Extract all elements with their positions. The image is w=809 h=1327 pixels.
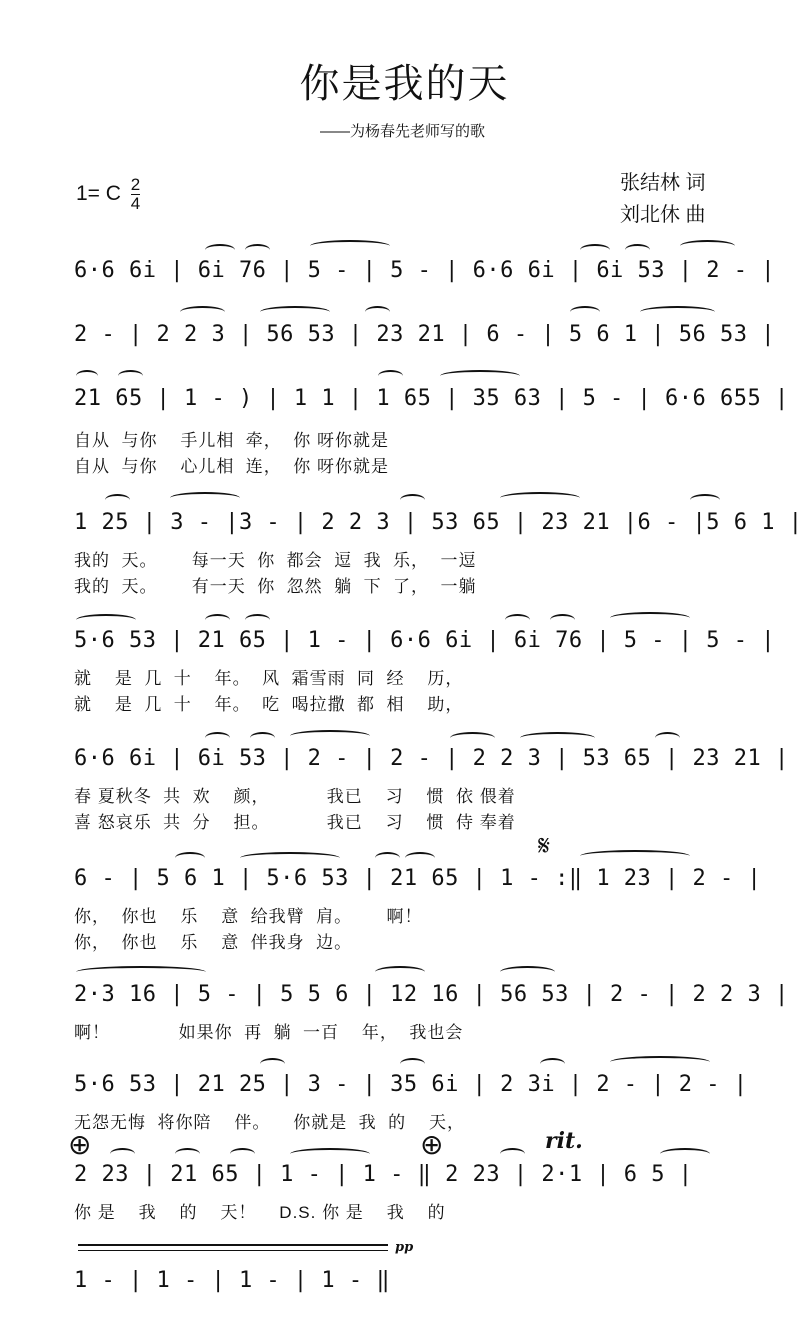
key-label: 1= C (76, 182, 121, 206)
lyrics-row-7-verse-1: 你， 你也 乐 意 给我臂 肩。 啊！ (74, 907, 423, 926)
notation-row-8: 2·3 16 | 5 - | 5 5 6 | 12 16 | 56 53 | 2 - | 2 2 3 | (74, 982, 789, 1007)
key-signature (76, 176, 140, 213)
notation-row-4: 1 25 | 3 - |3 - | 2 2 3 | 53 65 | 23 21 |6 - |5 6 1 | (74, 510, 803, 535)
rit-marking: rit. (545, 1128, 583, 1154)
pp-dynamic: pp (395, 1240, 414, 1255)
lyrics-row-5-verse-1: 就 是 几 十 年。 风 霜雪雨 同 经 历， (74, 669, 464, 688)
segno-icon: 𝄋 (538, 830, 551, 861)
lyrics-row-10: 你 是 我 的 天！ D.S. 你 是 我 的 (74, 1203, 446, 1222)
time-numerator: 2 (130, 175, 141, 194)
lyrics-row-4-verse-1: 我的 天。 每一天 你 都会 逗 我 乐， 一逗 (74, 551, 477, 570)
notation-row-1: 6·6 6i | 6i 76 | 5 - | 5 - | 6·6 6i | 6i 53 | 2 - | (74, 258, 776, 283)
lyrics-row-4-verse-2: 我的 天。 有一天 你 忽然 躺 下 了， 一躺 (74, 577, 477, 596)
lyrics-row-9: 无怨无悔 将你陪 伴。 你就是 我 的 天， (74, 1113, 466, 1132)
coda-icon-second: ⊕ (420, 1129, 444, 1160)
lyrics-row-8: 啊！ 如果你 再 躺 一百 年， 我也会 (74, 1023, 464, 1042)
lyrics-row-5-verse-2: 就 是 几 十 年。 吃 喝拉撒 都 相 助， (74, 695, 464, 714)
decrescendo-hairpin-upper (78, 1244, 388, 1246)
composer-credit: 刘北休 曲 (620, 204, 706, 226)
time-signature (131, 176, 140, 213)
song-title: 你是我的天 (299, 61, 510, 107)
notation-row-3: 21 65 | 1 - ) | 1 1 | 1 65 | 35 63 | 5 - | 6·6 655 | (74, 386, 789, 411)
lyricist-credit: 张结林 词 (620, 172, 706, 194)
notation-row-10: 2 23 | 21 65 | 1 - | 1 - ‖ 2 23 | 2·1 | 6 5 | (74, 1162, 693, 1187)
song-subtitle: ——为杨春先老师写的歌 (320, 123, 486, 140)
coda-icon: ⊕ (68, 1129, 92, 1160)
lyrics-row-6-verse-2: 喜 怒哀乐 共 分 担。 我已 习 惯 侍 奉着 (74, 813, 516, 832)
notation-row-6: 6·6 6i | 6i 53 | 2 - | 2 - | 2 2 3 | 53 65 | 23 21 | (74, 746, 789, 771)
decrescendo-hairpin-lower (78, 1250, 388, 1251)
notation-row-9: 5·6 53 | 21 25 | 3 - | 35 6i | 2 3i | 2 - | 2 - | (74, 1072, 748, 1097)
lyrics-row-7-verse-2: 你， 你也 乐 意 伴我身 边。 (74, 933, 353, 952)
lyrics-row-3-verse-2: 自从 与你 心儿相 连， 你 呀你就是 (74, 457, 389, 476)
time-denominator: 4 (130, 194, 141, 213)
notation-row-11: 1 - | 1 - | 1 - | 1 - ‖ (74, 1268, 391, 1293)
notation-row-2: 2 - | 2 2 3 | 56 53 | 23 21 | 6 - | 5 6 1 | 56 53 | (74, 322, 776, 347)
lyrics-row-6-verse-1: 春 夏秋冬 共 欢 颜， 我已 习 惯 依 偎着 (74, 787, 516, 806)
notation-row-7: 6 - | 5 6 1 | 5·6 53 | 21 65 | 1 - :‖ 1 23 | 2 - | (74, 866, 762, 891)
notation-row-5: 5·6 53 | 21 65 | 1 - | 6·6 6i | 6i 76 | 5 - | 5 - | (74, 628, 776, 653)
lyrics-row-3-verse-1: 自从 与你 手儿相 牵， 你 呀你就是 (74, 431, 389, 450)
